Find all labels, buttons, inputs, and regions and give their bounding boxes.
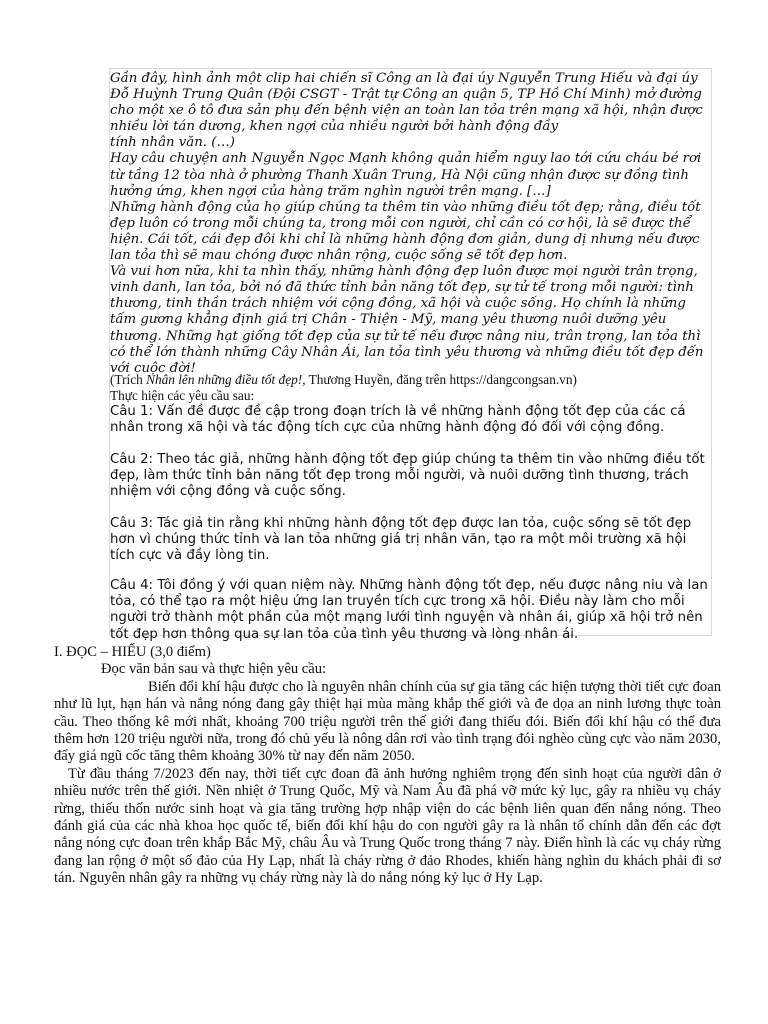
citation (110, 372, 711, 388)
citation-suffix: , Thương Huyền, đăng trên https://dangcongsan.vn) (302, 372, 577, 387)
excerpt-passage (110, 71, 711, 377)
answer-1: Câu 1: Vấn đề được đề cập trong đoạn trích là về những hành động tốt đẹp của các cá nhân trong xã hội và tác động tích cực của những hành động đó đối với cộng đồng. (110, 404, 686, 436)
answer-3: Câu 3: Tác giả tin rằng khi những hành động tốt đẹp được lan tỏa, cuộc sống sẽ tốt đẹp hơn vì chúng thức tỉnh và lan tỏa những giá trị nhân văn, tạo ra một môi trường xã hội tích cực và đầy lòng tin. (110, 516, 692, 564)
excerpt-paragraph-4: Và vui hơn nữa, khi ta nhìn thấy, những hành động đẹp luôn được mọi người trân trọng, vinh danh, lan tỏa, bởi nó đã thức tỉnh bản năng tốt đẹp, sự tử tế trong mỗi người: tình thương, tinh thần trách nhiệm với cộng đồng, xã hội và cuộc sống. Họ chính là những tấm gương khẳng định giá trị Chân - Thiện - Mỹ, mang yêu thương nuôi dưỡng yêu thương. Những hạt giống tốt đẹp của sự tử tế nếu được nâng niu, trân trọng, lan tỏa thì có thể lớn thành những Cây Nhân Ái, lan tỏa tình yêu thương và những điều tốt đẹp đến với cuộc đời! (110, 264, 704, 376)
answer-2: Câu 2: Theo tác giả, những hành động tốt đẹp giúp chúng ta thêm tin vào những điều tốt đẹp, làm thức tỉnh bản năng tốt đẹp trong mỗi người, và nuôi dưỡng tình thương, trách nhiệm với cộng đồng và cuộc sống. (110, 452, 705, 500)
section-heading: I. ĐỌC – HIỂU (3,0 điểm) (54, 644, 211, 660)
excerpt-paragraph-1a: Gần đây, hình ảnh một clip hai chiến sĩ Công an là đại úy Nguyễn Trung Hiếu và đại úy Đỗ Huỳnh Trung Quân (Đội CSGT - Trật tự Công an quận 5, TP Hồ Chí Minh) mở đường cho một xe ô tô đưa sản phụ đến bệnh viện an toàn lan tỏa trên mạng xã hội, nhận được nhiều lời tán dương, khen ngợi của nhiều người bởi hành động đầy (110, 71, 703, 135)
reading-section (54, 644, 721, 888)
excerpt-paragraph-1b: tính nhân văn. (…) (110, 135, 235, 151)
citation-prefix: (Trích (110, 372, 147, 387)
excerpt-paragraph-2: Hay câu chuyện anh Nguyễn Ngọc Mạnh không quản hiểm nguy lao tới cứu cháu bé rơi từ tầng 12 tòa nhà ở phường Thanh Xuân Trung, Hà Nội cũng nhận được sự đồng tình hưởng ứng, khen ngợi của hàng trăm nghìn người trên mạng. […] (110, 151, 702, 199)
section-instruction: Đọc văn bản sau và thực hiện yêu cầu: (101, 661, 327, 678)
citation-title: Nhân lên những điều tốt đẹp! (146, 372, 303, 387)
section-paragraph-1: Biến đổi khí hậu được cho là nguyên nhân chính của sự gia tăng các hiện tượng thời tiết cực đoan như lũ lụt, hạn hán và nắng nóng đang gây thiệt hại mùa màng khắp thế giới và đe dọa an ninh lương thực toàn cầu. Theo thống kê mới nhất, khoảng 700 triệu người trên thế giới đang thiếu đói. Biến đổi khí hậu có thể đưa thêm hơn 120 triệu người nữa, trong đó chủ yếu là nông dân rơi vào tình trạng đói nghèo cùng cực vào năm 2030, đẩy giá ngũ cốc tăng thêm khoảng 30% từ nay đến năm 2050. (54, 678, 721, 765)
section-paragraph-2: Từ đầu tháng 7/2023 đến nay, thời tiết cực đoan đã ảnh hưởng nghiêm trọng đến sinh hoạt của người dân ở nhiều nước trên thế giới. Nền nhiệt ở Trung Quốc, Mỹ và Nam Âu đã phá vỡ mức kỷ lục, gây ra nhiều vụ cháy rừng, thiếu thốn nước sinh hoạt và gia tăng trường hợp nhập viện do các bệnh liên quan đến nắng nóng. Theo đánh giá của các nhà khoa học quốc tế, biến đổi khí hậu do con người gây ra là nhân tố chính dẫn đến các đợt nắng nóng cực đoan trên khắp Bắc Mỹ, châu Âu và Trung Quốc trong tháng 7 này. Điển hình là các vụ cháy rừng đang lan rộng ở một số đảo của Hy Lạp, nhất là cháy rừng ở đảo Rhodes, khiến hàng nghìn du khách phải đi sơ tán. Nguyên nhân gây ra những vụ cháy rừng này là do nắng nóng kỷ lục ở Hy Lạp. (54, 765, 721, 887)
excerpt-paragraph-3: Những hành động của họ giúp chúng ta thêm tin vào những điều tốt đẹp; rằng, điều tốt đẹp luôn có trong mỗi chúng ta, trong mỗi con người, chỉ cần có cơ hội, là sẽ được thể hiện. Cái tốt, cái đẹp đôi khi chỉ là những hành động đơn giản, dung dị nhưng nếu được lan tỏa thì sẽ mau chóng được nhân rộng, cuộc sống sẽ tốt đẹp hơn. (110, 199, 701, 264)
requirement-line: Thực hiện các yêu cầu sau: (110, 388, 255, 403)
answer-4: Câu 4: Tôi đồng ý với quan niệm này. Những hành động tốt đẹp, nếu được nâng niu và lan tỏa, có thể tạo ra một hiệu ứng lan truyền tích cực trong xã hội. Điều này làm cho mỗi người trở thành một phần của một mạng lưới tình nguyện và nhân ái, giúp xã hội trở nên tốt đẹp hơn thông qua sự lan tỏa của tình yêu thương và lòng nhân ái. (110, 578, 708, 642)
